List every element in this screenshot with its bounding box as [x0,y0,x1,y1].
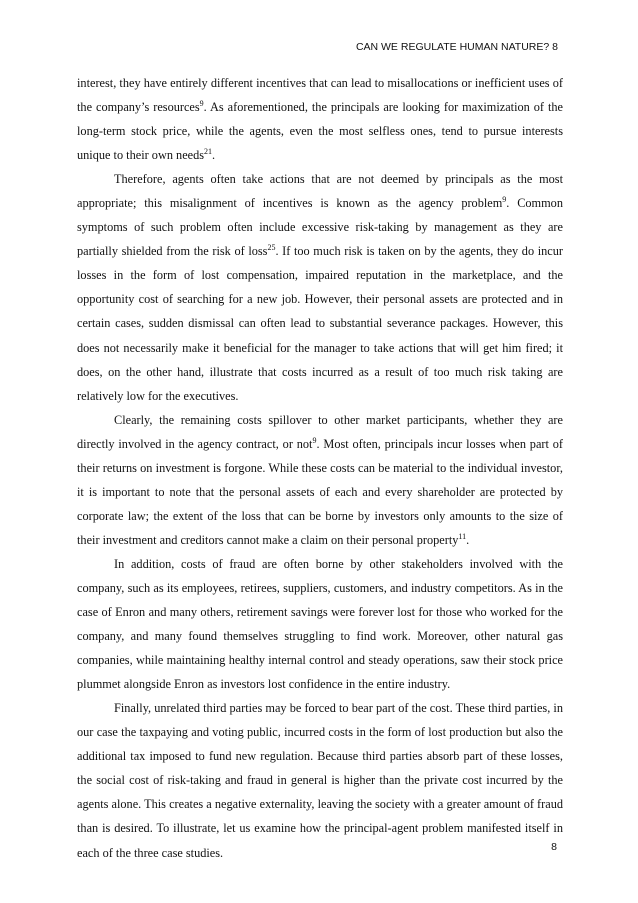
paragraph [77,71,563,167]
paragraph [77,552,563,696]
text-run: . [212,148,216,163]
paragraph [77,696,563,864]
text-run: Finally, unrelated third parties may be forced to bear part of the cost. These third parties, in our case the taxpaying and voting public, incurred costs in the form of lost production but also the additional tax imposed to fund new regulation. Because third parties absorb part of these losses, the social cost of risk-taking and fraud in general is higher than the private cost incurred by the agents alone. This creates a negative externality, leaving the society with a greater amount of fraud than is desired. To illustrate, let us examine how the principal-agent problem manifested itself in each of the three case studies. [77,701,563,860]
text-run: interest, they have entirely different incentives that can lead to misallocations or inefficient uses of the company’s resources [77,76,563,115]
text-run: . Common symptoms of such problem often include excessive risk-taking by management as they are partially shielded from the risk of loss [77,196,563,259]
paragraph [77,167,563,407]
page-number: 8 [551,841,557,853]
text-run: . As aforementioned, the principals are looking for maximization of the long-term stock price, while the agents, even the most selfless ones, tend to pursue interests unique to their own needs [77,100,563,163]
footnote-ref: 25 [267,243,276,253]
footnote-ref: 21 [204,147,213,157]
footnote-ref: 11 [458,531,467,541]
text-run: Clearly, the remaining costs spillover to other market participants, whether they are directly involved in the agency contract, or not [77,412,563,451]
text-run: . If too much risk is taken on by the agents, they do incur losses in the form of lost compensation, impaired reputation in the marketplace, and the opportunity cost of searching for a new job. However, their personal assets are protected and in certain cases, sudden dismissal can often lead to substantial severance packages. However, this does not necessarily make it beneficial for the manager to take actions that will get him fired; it does, on the other hand, illustrate that costs incurred as a result of too much risk taking are relatively low for the executives. [77,244,563,403]
text-run: Therefore, agents often take actions that are not deemed by principals as the most appropriate; this misalignment of incentives is known as the agency problem [77,172,563,211]
paragraph [77,408,563,552]
text-run: In addition, costs of fraud are often borne by other stakeholders involved with the company, such as its employees, retirees, suppliers, customers, and industry competitors. As in the case of Enron and many others, retirement savings were forever lost for those who worked for the company, and many found themselves struggling to find work. Moreover, other natural gas companies, while maintaining healthy internal control and steady operations, saw their stock price plummet alongside Enron as investors lost confidence in the entire industry. [77,556,563,692]
footnote-ref: 9 [312,435,317,445]
text-run: . [466,532,470,547]
running-head: CAN WE REGULATE HUMAN NATURE? 8 [355,41,558,53]
footnote-ref: 9 [502,195,507,205]
body-text [77,71,563,865]
text-run: . Most often, principals incur losses when part of their returns on investment is forgone. While these costs can be material to the individual investor, it is important to note that the personal assets of each and every shareholder are protected by corporate law; the extent of the loss that can be borne by investors only amounts to the size of their investment and creditors cannot make a claim on their personal property [77,436,563,547]
footnote-ref: 9 [199,99,204,109]
